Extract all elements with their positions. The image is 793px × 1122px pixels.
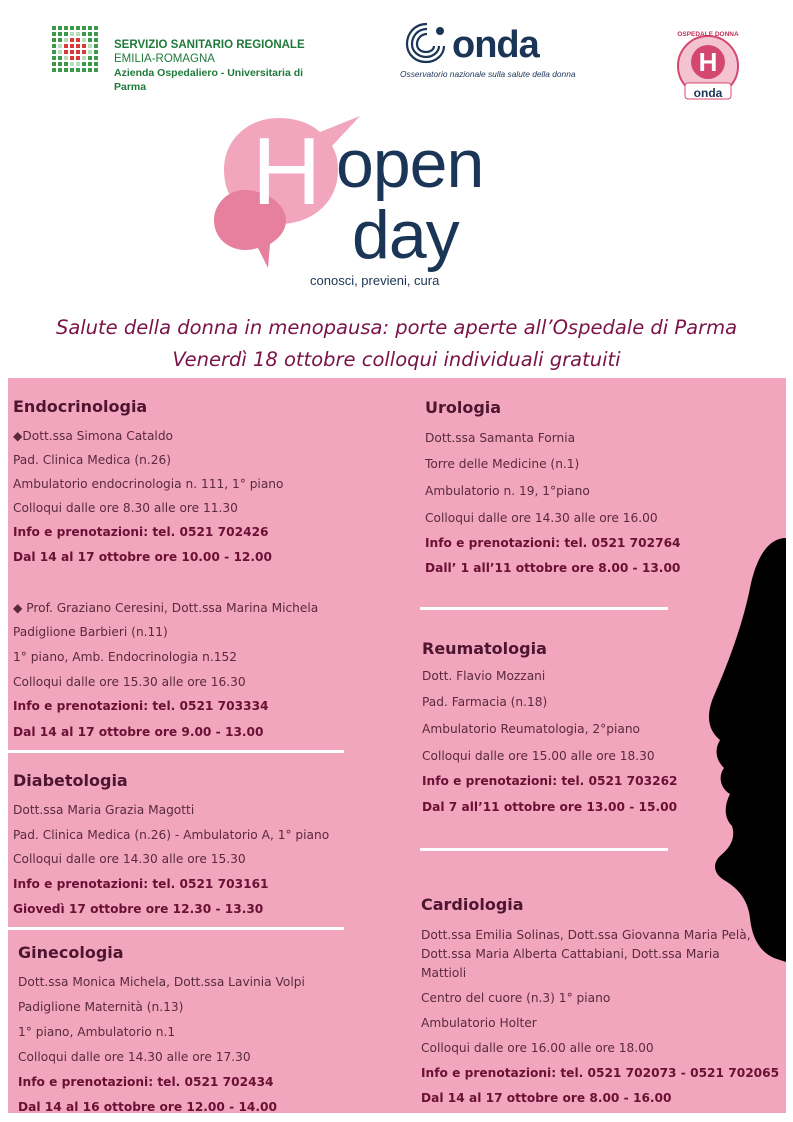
section-reumatologia — [422, 639, 722, 819]
badge-onda: onda — [693, 86, 723, 100]
ssr-line3: Azienda Ospedaliero - Universitaria di Parma — [114, 67, 304, 93]
cardio-location: Centro del cuore (n.3) 1° piano — [421, 991, 611, 1005]
section-ginecologia — [18, 943, 348, 1113]
endo-hours-2: Colloqui dalle ore 15.30 alle ore 16.30 — [13, 675, 246, 689]
endo-info-2: Info e prenotazioni: tel. 0521 703334 — [13, 699, 269, 713]
uro-date: Dall’ 1 all’11 ottobre ore 8.00 - 13.00 — [425, 561, 681, 575]
reuma-doctor: Dott. Flavio Mozzani — [422, 669, 546, 683]
hopen-day-logo — [210, 108, 550, 298]
hero-word-day: day — [352, 197, 459, 273]
cardio-doctors-3: Mattioli — [421, 966, 467, 980]
section-title: Reumatologia — [422, 639, 547, 658]
section-title: Endocrinologia — [13, 397, 148, 416]
section-cardiologia — [421, 895, 781, 1110]
section-title: Urologia — [425, 398, 502, 417]
endo-hours-1: Colloqui dalle ore 8.30 alle ore 11.30 — [13, 501, 238, 515]
badge-letter: H — [698, 47, 718, 77]
reuma-date: Dal 7 all’11 ottobre ore 13.00 - 15.00 — [422, 800, 678, 814]
divider-right-2 — [420, 848, 668, 851]
uro-doctor: Dott.ssa Samanta Fornia — [425, 431, 576, 445]
cardio-doctors-2: Dott.ssa Maria Alberta Cattabiani, Dott.ssa Maria — [421, 947, 720, 961]
cardio-doctors-1: Dott.ssa Emilia Solinas, Dott.ssa Giovanna Maria Pelà, — [421, 928, 751, 942]
uro-info: Info e prenotazioni: tel. 0521 702764 — [425, 536, 681, 550]
onda-name: onda — [452, 24, 539, 66]
endo-location-1: Pad. Clinica Medica (n.26) — [13, 453, 171, 467]
endo-location-2: Padiglione Barbieri (n.11) — [13, 625, 168, 639]
divider-left-2 — [8, 927, 344, 930]
reuma-hours: Colloqui dalle ore 15.00 alle ore 18.30 — [422, 749, 655, 763]
gine-info: Info e prenotazioni: tel. 0521 702434 — [18, 1075, 274, 1089]
section-title: Diabetologia — [13, 771, 128, 790]
gine-date: Dal 14 al 16 ottobre ore 12.00 - 14.00 — [18, 1100, 277, 1113]
onda-swirl-icon — [402, 20, 452, 66]
diab-doctor: Dott.ssa Maria Grazia Magotti — [13, 803, 195, 817]
endo-doctor-2: ◆ Prof. Graziano Ceresini, Dott.ssa Marina Michela — [13, 601, 319, 615]
onda-subtitle: Osservatorio nazionale sulla salute della donna — [400, 69, 576, 79]
endo-info-1: Info e prenotazioni: tel. 0521 702426 — [13, 525, 269, 539]
uro-location: Torre delle Medicine (n.1) — [425, 457, 580, 471]
cardio-hours: Colloqui dalle ore 16.00 alle ore 18.00 — [421, 1041, 654, 1055]
reuma-info: Info e prenotazioni: tel. 0521 703262 — [422, 774, 678, 788]
endo-date-1: Dal 14 al 17 ottobre ore 10.00 - 12.00 — [13, 550, 272, 564]
uro-hours: Colloqui dalle ore 14.30 alle ore 16.00 — [425, 511, 658, 525]
hero-letter-h: H — [252, 118, 322, 225]
section-title: Cardiologia — [421, 895, 524, 914]
gine-location: Padiglione Maternità (n.13) — [18, 1000, 184, 1014]
divider-left-1 — [8, 750, 344, 753]
ssr-line1: SERVIZIO SANITARIO REGIONALE — [114, 39, 305, 51]
ssr-text — [114, 38, 322, 94]
headline-line2: Venerdì 18 ottobre colloqui individuali gratuiti — [172, 348, 621, 371]
diab-hours: Colloqui dalle ore 14.30 alle ore 15.30 — [13, 852, 246, 866]
endo-doctor-1: ◆Dott.ssa Simona Cataldo — [13, 429, 174, 443]
section-urologia — [425, 398, 725, 578]
endo-ambulatorio-2: 1° piano, Amb. Endocrinologia n.152 — [13, 650, 237, 664]
ssr-line2: EMILIA-ROMAGNA — [114, 53, 215, 65]
ospedale-donna-badge — [675, 30, 741, 106]
ssr-logo — [52, 26, 322, 93]
divider-right-1 — [420, 607, 668, 610]
section-diabetologia — [13, 771, 353, 921]
content-panel — [8, 378, 786, 1113]
gine-doctors: Dott.ssa Monica Michela, Dott.ssa Lavinia Volpi — [18, 975, 305, 989]
cardio-info: Info e prenotazioni: tel. 0521 702073 - 0521 702065 — [421, 1066, 780, 1080]
endo-ambulatorio-1: Ambulatorio endocrinologia n. 111, 1° piano — [13, 477, 284, 491]
endo-date-2: Dal 14 al 17 ottobre ore 9.00 - 13.00 — [13, 725, 264, 739]
section-title: Ginecologia — [18, 943, 124, 962]
ssr-dot-grid-icon — [52, 26, 102, 78]
section-endocrinologia — [13, 397, 343, 747]
badge-title: OSPEDALE DONNA — [677, 31, 739, 38]
diab-location: Pad. Clinica Medica (n.26) - Ambulatorio A, 1° piano — [13, 828, 330, 842]
reuma-location: Pad. Farmacia (n.18) — [422, 695, 548, 709]
diab-info: Info e prenotazioni: tel. 0521 703161 — [13, 877, 269, 891]
hero-word-open: open — [336, 126, 484, 202]
hero-tagline: conosci, previeni, cura — [310, 273, 440, 288]
onda-logo — [400, 20, 575, 80]
gine-ambulatorio: 1° piano, Ambulatorio n.1 — [18, 1025, 176, 1039]
headline-line1: Salute della donna in menopausa: porte aperte all’Ospedale di Parma — [55, 316, 738, 339]
diab-date: Giovedì 17 ottobre ore 12.30 - 13.30 — [13, 902, 264, 916]
gine-hours: Colloqui dalle ore 14.30 alle ore 17.30 — [18, 1050, 251, 1064]
reuma-ambulatorio: Ambulatorio Reumatologia, 2°piano — [422, 722, 641, 736]
cardio-ambulatorio: Ambulatorio Holter — [421, 1016, 537, 1030]
cardio-date: Dal 14 al 17 ottobre ore 8.00 - 16.00 — [421, 1091, 672, 1105]
uro-ambulatorio: Ambulatorio n. 19, 1°piano — [425, 484, 590, 498]
